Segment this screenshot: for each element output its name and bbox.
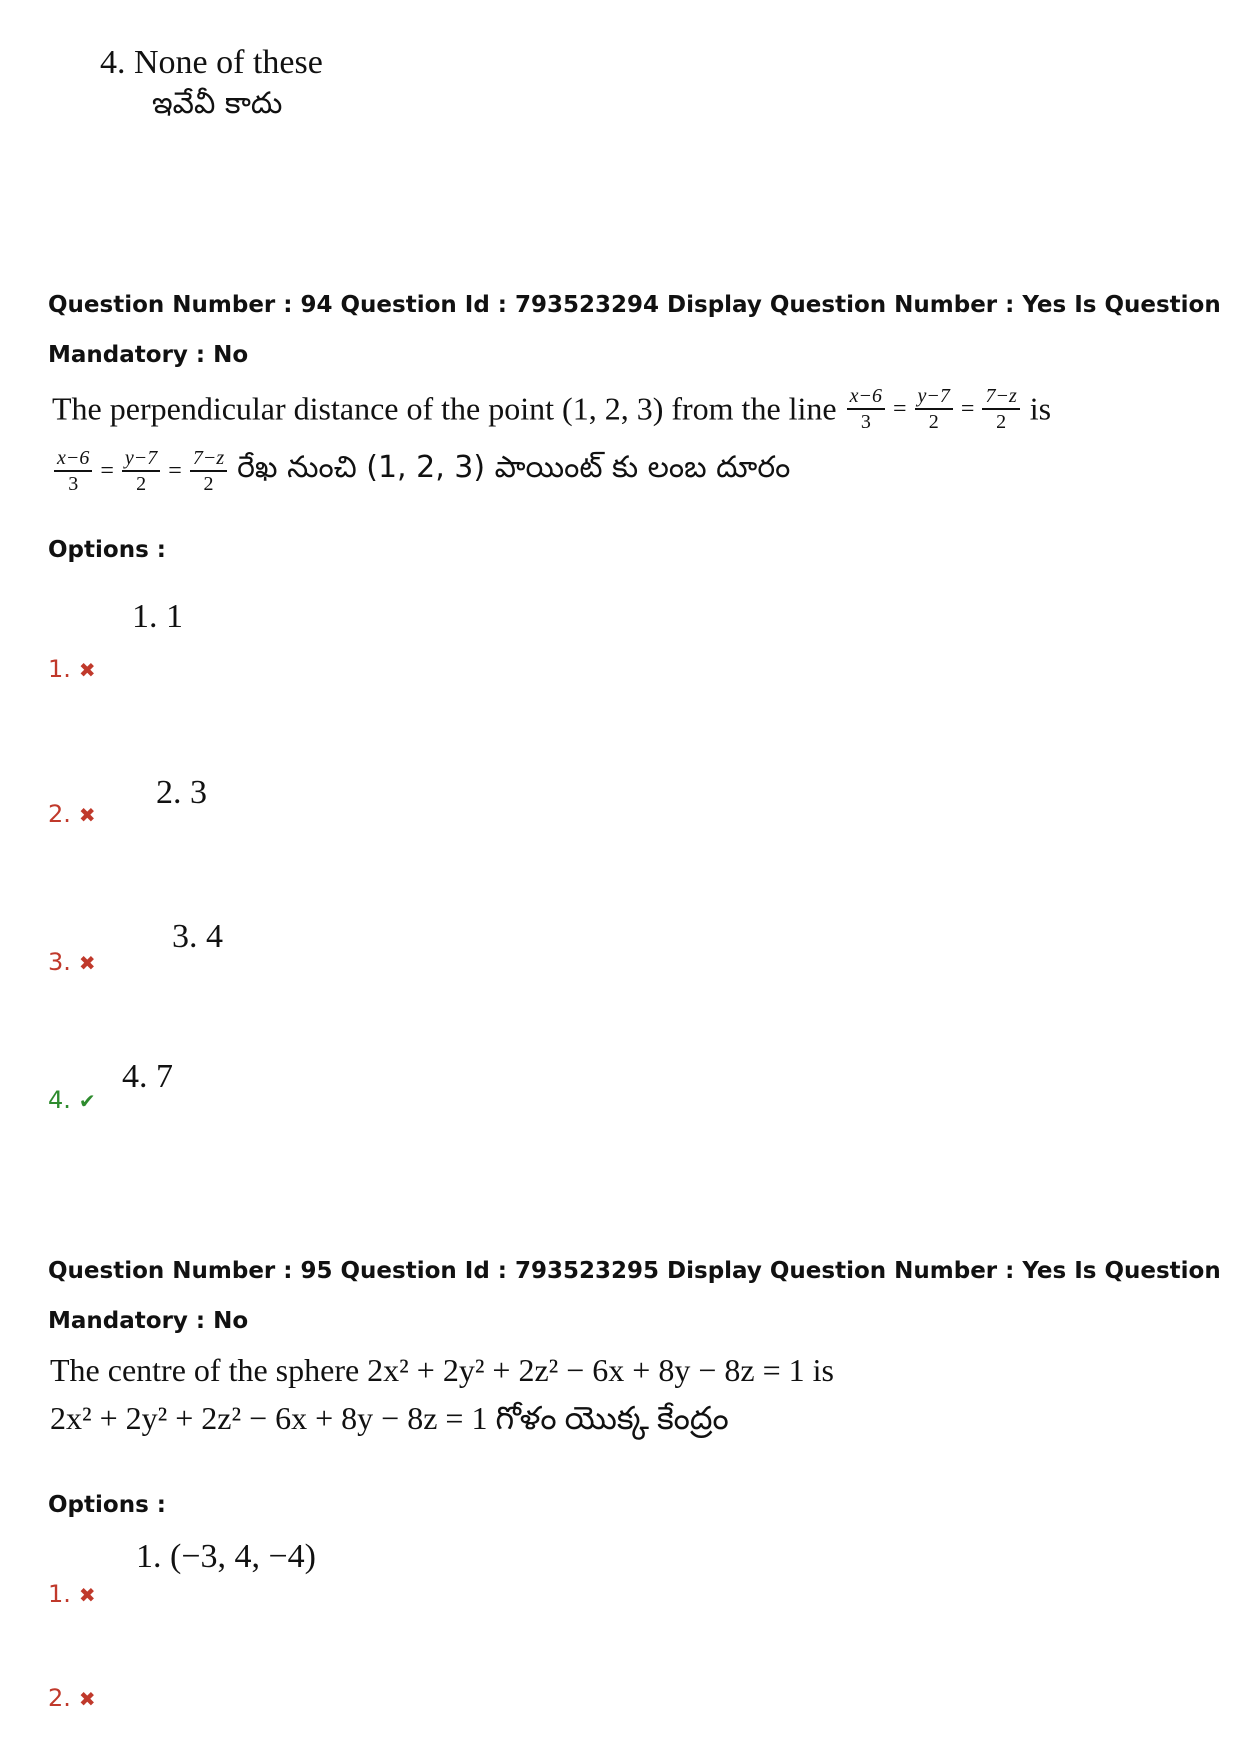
q95-options-label: Options : (48, 1492, 166, 1518)
q95-question-te: 2x² + 2y² + 2z² − 6x + 8y − 8z = 1 గోళం యొక్క కేంద్రం (50, 1400, 729, 1436)
q94-option-1[interactable]: 1. ✖ (48, 655, 96, 683)
q94-te-frac3: $\frac{7-z}{2}$ (190, 446, 227, 496)
wrong-icon: ✖ (78, 658, 96, 682)
q95-header (48, 1246, 1221, 1346)
wrong-icon: ✖ (78, 803, 96, 827)
prev-option-label: 4. None of these (100, 44, 323, 81)
q94-option-3-content: 3. 4 (172, 918, 223, 955)
prev-option-telugu: ఇవేవీ కాదు (152, 86, 283, 121)
q94-question-en-suffix: is (1029, 390, 1052, 427)
q95-header-line2: Mandatory : No (48, 1308, 249, 1334)
q95-header-line1: Question Number : 95 Question Id : 793523295 Display Question Number : Yes Is Question (48, 1258, 1221, 1284)
wrong-icon: ✖ (78, 951, 96, 975)
q94-header-line1: Question Number : 94 Question Id : 793523294 Display Question Number : Yes Is Question (48, 292, 1221, 318)
q94-frac1: $\frac{x-6}{3}$ (847, 384, 885, 434)
q95-option-2[interactable]: 2. ✖ (48, 1684, 96, 1712)
q94-options-label: Options : (48, 537, 166, 563)
q94-te-frac1: $\frac{x-6}{3}$ (54, 446, 92, 496)
check-icon: ✔ (78, 1089, 96, 1113)
q95-option-1-content: 1. (−3, 4, −4) (136, 1538, 316, 1575)
q94-header-line2: Mandatory : No (48, 342, 249, 368)
q94-header (48, 280, 1221, 380)
q94-option-3[interactable]: 3. ✖ (48, 948, 96, 976)
q94-option-4[interactable]: 4. ✔ (48, 1086, 96, 1114)
q95-question-en: The centre of the sphere 2x² + 2y² + 2z² − 6x + 8y − 8z = 1 is (50, 1352, 834, 1388)
q94-question-te-suffix: రేఖ నుంచి (1, 2, 3) పాయింట్ కు లంబ దూరం (237, 450, 791, 485)
q94-te-frac2: $\frac{y-7}{2}$ (122, 446, 160, 496)
q94-frac2: $\frac{y-7}{2}$ (915, 384, 953, 434)
q94-option-4-content: 4. 7 (122, 1058, 173, 1095)
q94-frac3: $\frac{7-z}{2}$ (982, 384, 1019, 434)
q94-question-te: $\frac{x-6}{3}$ = $\frac{y-7}{2}$ = $\frac{7-z}{2}$ రేఖ నుంచి (1, 2, 3) పాయింట్ కు లంబ దూరం (52, 446, 790, 496)
q94-option-2-content: 2. 3 (156, 774, 207, 811)
prev-option-4 (100, 44, 323, 128)
q94-option-1-content: 1. 1 (132, 598, 183, 635)
wrong-icon: ✖ (78, 1687, 96, 1711)
q94-option-2[interactable]: 2. ✖ (48, 800, 96, 828)
q94-question-en-prefix: The perpendicular distance of the point (1, 2, 3) from the line (52, 390, 837, 427)
q95-option-1[interactable]: 1. ✖ (48, 1580, 96, 1608)
wrong-icon: ✖ (78, 1583, 96, 1607)
q94-question-en: The perpendicular distance of the point (1, 2, 3) from the line $\frac{x-6}{3}$ = $\frac{y-7}{2}$ = $\frac{7-z}{2}$ is (52, 385, 1052, 433)
